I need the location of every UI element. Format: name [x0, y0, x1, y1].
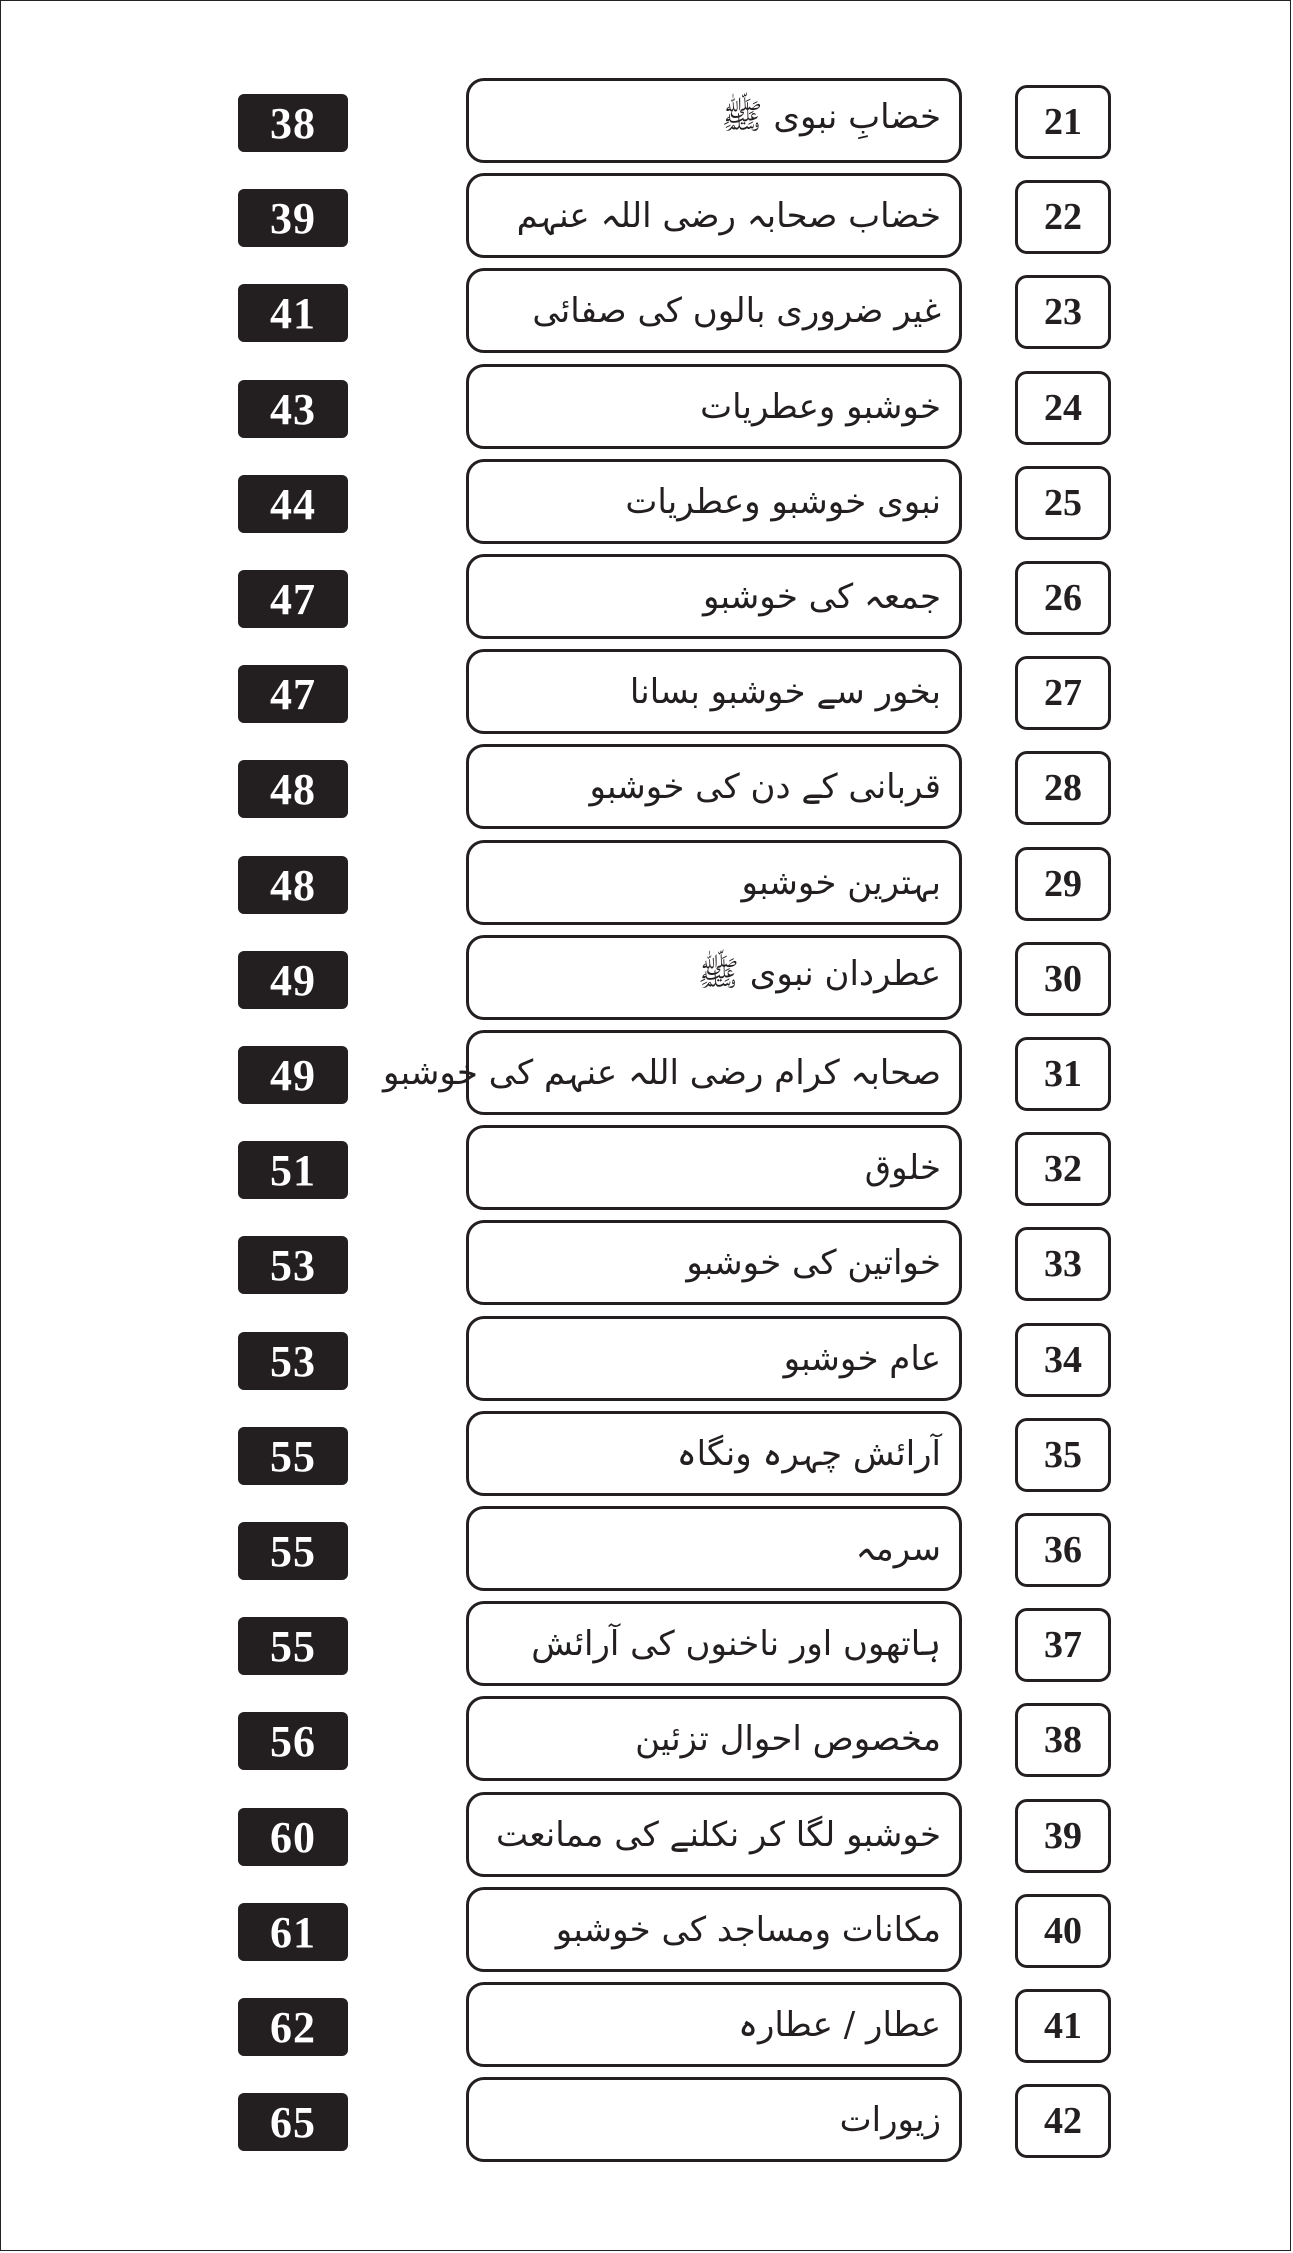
chapter-number-box: 25 [1015, 466, 1111, 540]
chapter-number-box: 33 [1015, 1227, 1111, 1301]
chapter-number-box: 26 [1015, 561, 1111, 635]
page-number-badge: 48 [238, 760, 348, 818]
toc-row[interactable] [0, 1506, 1293, 1591]
chapter-title-box [466, 78, 962, 163]
page-number-badge: 38 [238, 94, 348, 152]
page-number-badge: 47 [238, 665, 348, 723]
chapter-title-box [466, 1506, 962, 1591]
chapter-number-box: 32 [1015, 1132, 1111, 1206]
chapter-title-box [466, 554, 962, 639]
chapter-number-box: 22 [1015, 180, 1111, 254]
toc-row[interactable] [0, 840, 1293, 925]
chapter-title: خضابِ نبوی ﷺ [721, 97, 941, 137]
chapter-number-box: 27 [1015, 656, 1111, 730]
chapter-title: قربانی کے دن کی خوشبو [589, 767, 941, 807]
chapter-number-box: 35 [1015, 1418, 1111, 1492]
toc-row[interactable] [0, 459, 1293, 544]
chapter-title-box [466, 840, 962, 925]
page-number-badge: 48 [238, 856, 348, 914]
chapter-title-box [466, 459, 962, 544]
chapter-title: خلوق [864, 1147, 941, 1188]
chapter-title-box [466, 1601, 962, 1686]
chapter-title: مخصوص احوال تزئین [635, 1718, 941, 1759]
toc-row[interactable] [0, 554, 1293, 639]
toc-row[interactable] [0, 364, 1293, 449]
chapter-title: صحابہ کرام رضی اللہ عنہم کی خوشبو [383, 1053, 941, 1093]
toc-row[interactable] [0, 1887, 1293, 1972]
page-number-badge: 44 [238, 475, 348, 533]
page-number-badge: 41 [238, 284, 348, 342]
page-number-badge: 39 [238, 189, 348, 247]
chapter-title: عطردان نبوی ﷺ [697, 954, 941, 994]
page-number-badge: 51 [238, 1141, 348, 1199]
chapter-title-box [466, 1316, 962, 1401]
chapter-number-box: 40 [1015, 1894, 1111, 1968]
chapter-title-box [466, 364, 962, 449]
chapter-title: خواتین کی خوشبو [686, 1242, 941, 1283]
chapter-number-box: 41 [1015, 1989, 1111, 2063]
chapter-number-box: 39 [1015, 1799, 1111, 1873]
toc-row[interactable] [0, 173, 1293, 258]
toc-row[interactable] [0, 1982, 1293, 2067]
chapter-title-box [466, 1982, 962, 2067]
toc-row[interactable] [0, 649, 1293, 734]
chapter-title: خوشبو لگا کر نکلنے کی ممانعت [495, 1815, 941, 1855]
chapter-title: مکانات ومساجد کی خوشبو [555, 1909, 941, 1950]
chapter-title-box [466, 1792, 962, 1877]
chapter-number-box: 34 [1015, 1323, 1111, 1397]
page-number-badge: 53 [238, 1236, 348, 1294]
page-number-badge: 53 [238, 1332, 348, 1390]
toc-row[interactable] [0, 2077, 1293, 2162]
page-number-badge: 61 [238, 1903, 348, 1961]
chapter-title: جمعہ کی خوشبو [702, 577, 941, 617]
chapter-title-box [466, 2077, 962, 2162]
chapter-title-box [466, 649, 962, 734]
toc-row[interactable] [0, 1601, 1293, 1686]
page-number-badge: 65 [238, 2093, 348, 2151]
page-number-badge: 49 [238, 951, 348, 1009]
page-number-badge: 47 [238, 570, 348, 628]
toc-row[interactable] [0, 268, 1293, 353]
page-number-badge: 55 [238, 1427, 348, 1485]
toc-row[interactable] [0, 1316, 1293, 1401]
chapter-title: ہاتھوں اور ناخنوں کی آرائش [531, 1624, 941, 1664]
toc-row[interactable] [0, 1125, 1293, 1210]
chapter-title: سرمہ [855, 1529, 941, 1569]
chapter-title-box [466, 268, 962, 353]
chapter-title-box [383, 1030, 962, 1115]
chapter-number-box: 29 [1015, 847, 1111, 921]
chapter-title-box [466, 1220, 962, 1305]
page-number-badge: 56 [238, 1712, 348, 1770]
chapter-title: عام خوشبو [783, 1338, 941, 1379]
chapter-title: زیورات [839, 2099, 941, 2140]
toc-row[interactable] [0, 1220, 1293, 1305]
toc-row[interactable] [0, 1696, 1293, 1781]
chapter-title-box [466, 744, 962, 829]
page-number-badge: 43 [238, 380, 348, 438]
chapter-title: غیر ضروری بالوں کی صفائی [532, 290, 941, 331]
chapter-title-box [466, 1411, 962, 1496]
chapter-title: بخور سے خوشبو بسانا [629, 672, 941, 712]
chapter-number-box: 38 [1015, 1703, 1111, 1777]
chapter-title-box [466, 1125, 962, 1210]
chapter-title-box [466, 935, 962, 1020]
chapter-title-box [466, 1696, 962, 1781]
page-number-badge: 55 [238, 1522, 348, 1580]
chapter-number-box: 36 [1015, 1513, 1111, 1587]
page-number-badge: 62 [238, 1998, 348, 2056]
chapter-number-box: 31 [1015, 1037, 1111, 1111]
page-number-badge: 55 [238, 1617, 348, 1675]
page-number-badge: 60 [238, 1808, 348, 1866]
chapter-title-box [466, 1887, 962, 1972]
toc-row[interactable] [0, 1030, 1293, 1115]
chapter-number-box: 23 [1015, 275, 1111, 349]
toc-row[interactable] [0, 1411, 1293, 1496]
toc-row[interactable] [0, 744, 1293, 829]
chapter-title-box [466, 173, 962, 258]
chapter-title: بہترین خوشبو [741, 863, 941, 903]
chapter-number-box: 42 [1015, 2084, 1111, 2158]
toc-row[interactable] [0, 1792, 1293, 1877]
chapter-title: خضاب صحابہ رضی اللہ عنہم [516, 196, 941, 236]
chapter-title: آرائش چہرہ ونگاہ [676, 1434, 941, 1474]
toc-row[interactable] [0, 935, 1293, 1020]
chapter-number-box: 21 [1015, 85, 1111, 159]
chapter-title: عطار / عطارہ [738, 2005, 941, 2045]
chapter-number-box: 24 [1015, 371, 1111, 445]
chapter-number-box: 30 [1015, 942, 1111, 1016]
toc-row[interactable] [0, 78, 1293, 163]
chapter-number-box: 37 [1015, 1608, 1111, 1682]
chapter-title: خوشبو وعطریات [700, 386, 941, 427]
chapter-title: نبوی خوشبو وعطریات [625, 481, 941, 522]
chapter-number-box: 28 [1015, 751, 1111, 825]
page-number-badge: 49 [238, 1046, 348, 1104]
